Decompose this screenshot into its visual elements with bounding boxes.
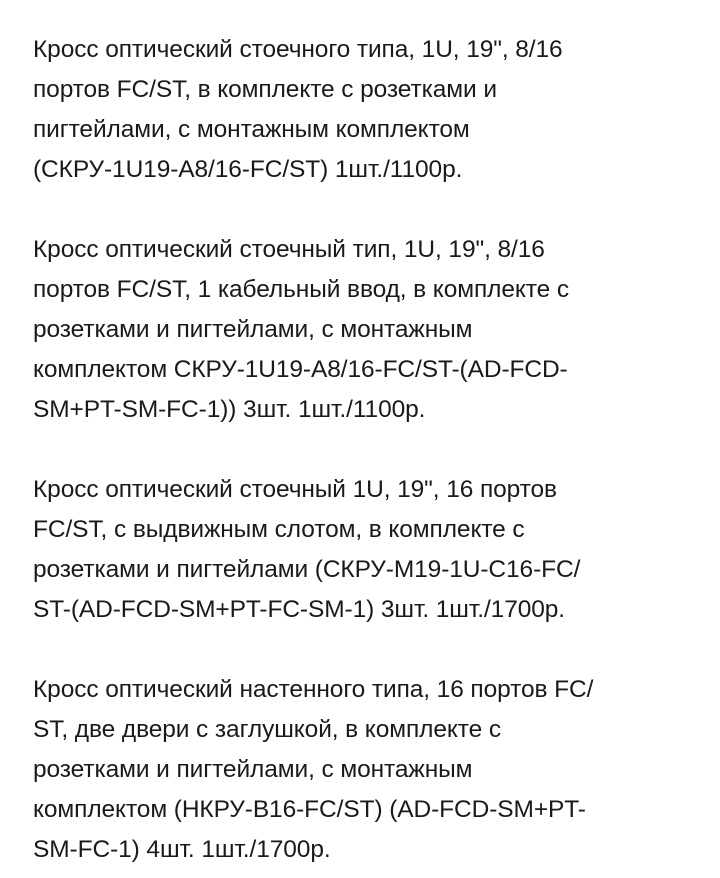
- item-line: ST, две двери с заглушкой, в комплекте с: [33, 716, 501, 743]
- item-line: розетками и пигтейлами (СКРУ-М19-1U-C16-FC/: [33, 556, 581, 583]
- list-item: [33, 470, 699, 630]
- item-line: Кросс оптический стоечный 1U, 19", 16 портов: [33, 476, 557, 503]
- item-line: розетками и пигтейлами, с монтажным: [33, 316, 473, 343]
- item-line: ST-(AD-FCD-SM+PT-FC-SM-1) 3шт. 1шт./1700р.: [33, 596, 566, 623]
- item-line: SM+PT-SM-FC-1)) 3шт. 1шт./1100р.: [33, 396, 426, 423]
- item-line: пигтейлами, с монтажным комплектом: [33, 116, 470, 143]
- item-line: портов FC/ST, 1 кабельный ввод, в комплекте с: [33, 276, 569, 303]
- item-line: Кросс оптический настенного типа, 16 портов FC/: [33, 676, 594, 703]
- list-item: [33, 30, 699, 190]
- item-line: FC/ST, с выдвижным слотом, в комплекте с: [33, 516, 525, 543]
- item-line: Кросс оптический стоечный тип, 1U, 19", 8/16: [33, 236, 545, 263]
- item-line: комплектом (НКРУ-B16-FC/ST) (AD-FCD-SM+PT-: [33, 796, 586, 823]
- item-line: (СКРУ-1U19-A8/16-FC/ST) 1шт./1100р.: [33, 156, 463, 183]
- item-line: SM-FC-1) 4шт. 1шт./1700р.: [33, 836, 331, 863]
- list-item: [33, 230, 699, 430]
- item-line: Кросс оптический стоечного типа, 1U, 19", 8/16: [33, 36, 563, 63]
- list-item: [33, 670, 699, 870]
- item-line: комплектом СКРУ-1U19-A8/16-FC/ST-(AD-FCD-: [33, 356, 568, 383]
- product-list: [33, 30, 699, 870]
- item-line: портов FC/ST, в комплекте с розетками и: [33, 76, 497, 103]
- item-line: розетками и пигтейлами, с монтажным: [33, 756, 473, 783]
